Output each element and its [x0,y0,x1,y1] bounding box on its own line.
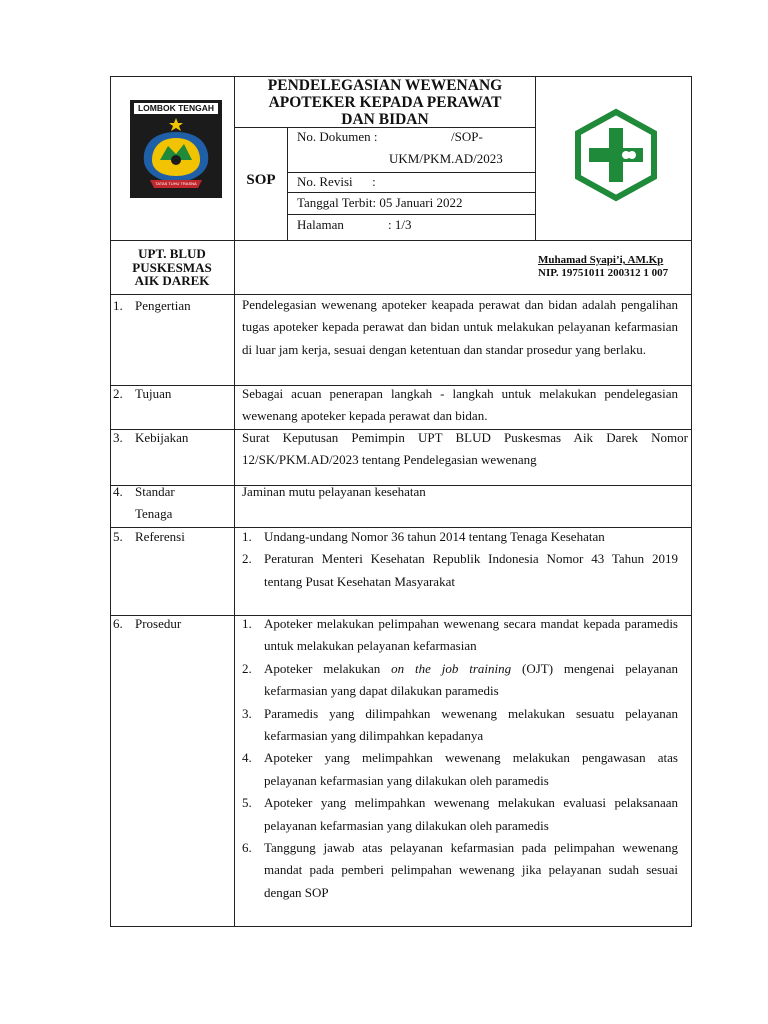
prosedur-item-text: Apoteker melakukan pelimpahan wewenang secara mandat kepada paramedis untuk melakukan pelayanan kefarmasian [264,616,678,654]
label-kebijakan [113,427,233,449]
label-prosedur [113,613,233,635]
num-standar: 4. [113,484,123,499]
no-dokumen-value-2: UKM/PKM.AD/2023 [389,151,503,166]
no-dokumen-value-1: /SOP- [451,129,483,144]
list-item [242,703,678,748]
list-item [242,548,678,593]
list-prosedur [242,613,678,904]
organization-name [110,247,234,288]
prosedur-item-num: 6. [242,840,252,856]
org-line-2: PUSKESMAS [132,259,212,275]
list-item [242,613,678,658]
lombok-tengah-logo-text: LOMBOK TENGAH [137,103,215,113]
prosedur-item-text [264,658,678,703]
label-pengertian [113,295,233,317]
document-title [235,77,535,128]
prosedur-item-text: Apoteker yang melimpahkan wewenang melakukan evaluasi pelaksanaan pelayanan kefarmasian yang dilakukan oleh paramedis [264,795,678,833]
num-referensi: 5. [113,529,123,544]
label-tujuan [113,383,233,405]
content-standar: Jaminan mutu pelayanan kesehatan [242,484,426,499]
list-item [242,658,678,703]
prosedur-item-num: 4. [242,750,252,766]
text-label-tujuan: Tujuan [135,386,172,401]
prosedur-item-text-pre: Apoteker melakukan [264,660,392,676]
prosedur-item-text: Apoteker yang melimpahkan wewenang melakukan pengawasan atas pelayanan kefarmasian yang dilakukan oleh paramedis [264,750,678,788]
signer-nip: NIP. 19751011 200312 1 007 [538,267,669,279]
text-label-standar-2: Tenaga [135,506,173,521]
label-referensi [113,526,233,548]
divider-v-right [535,76,536,240]
border-left [110,76,111,927]
num-pengertian: 1. [113,298,123,313]
list-item [242,526,678,548]
referensi-item-text: Undang-undang Nomor 36 tahun 2014 tentang Tenaga Kesehatan [264,529,605,544]
list-item [242,837,678,904]
text-label-referensi: Referensi [135,529,185,544]
list-referensi [242,526,678,593]
prosedur-item-text-em: on the job training [391,660,512,676]
list-item [242,792,678,837]
content-kebijakan: Surat Keputusan Pemimpin UPT BLUD Puskesmas Aik Darek Nomor 12/SK/PKM.AD/2023 tentang Pendelegasian wewenang [242,430,688,468]
title-line-1: PENDELEGASIAN WEWENANG [267,77,503,94]
content-pengertian: Pendelegasian wewenang apoteker keapada perawat dan bidan adalah pengalihan tugas apoteker kepada perawat dan bidan untuk melakukan pelayanan kefarmasian di luar jam kerja, sesuai dengan ketentuan dan standar prosedur yang berlaku. [242,297,678,357]
num-prosedur: 6. [113,616,123,631]
title-line-3: DAN BIDAN [341,111,429,128]
list-item [242,747,678,792]
halaman-label: Halaman [297,217,344,232]
title-line-2: APOTEKER KEPADA PERAWAT [268,94,502,111]
no-dokumen-label: No. Dokumen : [297,129,378,144]
text-label-standar-1: Standar [135,484,175,499]
prosedur-item-num: 5. [242,795,252,811]
num-tujuan: 2. [113,386,123,401]
prosedur-item-num: 3. [242,705,252,721]
prosedur-item-num: 2. [242,660,252,676]
text-label-kebijakan: Kebijakan [135,430,189,445]
signer-name: Muhamad Syapi’i, AM.Kp [538,254,664,266]
content-tujuan: Sebagai acuan penerapan langkah - langkah untuk melakukan pendelegasian wewenang apoteker kepada perawat dan bidan. [242,386,678,424]
puskesmas-cross-logo-icon [570,108,662,202]
border-bottom [110,926,692,927]
prosedur-item-text: Tanggung jawab atas pelayanan kefarmasian pada pelimpahan wewenang mandat pada pemberi pelimpahan wewenang jika pelayanan sudah sesuai dengan SOP [264,840,678,900]
no-revisi-field: No. Revisi : [297,174,376,189]
org-line-1: UPT. BLUD [138,246,206,261]
org-line-3: AIK DAREK [134,273,210,288]
border-right [691,76,692,927]
referensi-item-num: 1. [242,529,252,544]
divider-header-bottom [110,240,692,241]
prosedur-item-num: 1. [242,616,252,631]
referensi-item-num: 2. [242,551,252,567]
divider-v-left [234,76,235,927]
prosedur-item-text: Paramedis yang dilimpahkan wewenang melakukan sesuatu pelayanan kefarmasian yang dilimpahkan kepadanya [264,705,678,744]
lombok-tengah-logo [130,100,222,198]
referensi-item-text: Peraturan Menteri Kesehatan Republik Indonesia Nomor 43 Tahun 2019 tentang Pusat Kesehatan Masyarakat [264,551,678,589]
lombok-tengah-ribbon-text: TATAS TUHU TRASNA [155,181,197,186]
label-standar [113,481,233,525]
divider-v-sop [287,127,288,240]
halaman-value: : 1/3 [388,217,412,232]
num-kebijakan: 3. [113,430,123,445]
tanggal-terbit-field: Tanggal Terbit: 05 Januari 2022 [297,195,463,210]
prosedur-item-text-post: (OJT) mengenai pelayanan kefarmasian yang dapat dilakukan paramedis [264,660,678,699]
text-label-pengertian: Pengertian [135,298,191,313]
text-label-prosedur: Prosedur [135,616,182,631]
sop-label: SOP [246,172,276,188]
puskesmas-logo [570,108,662,202]
